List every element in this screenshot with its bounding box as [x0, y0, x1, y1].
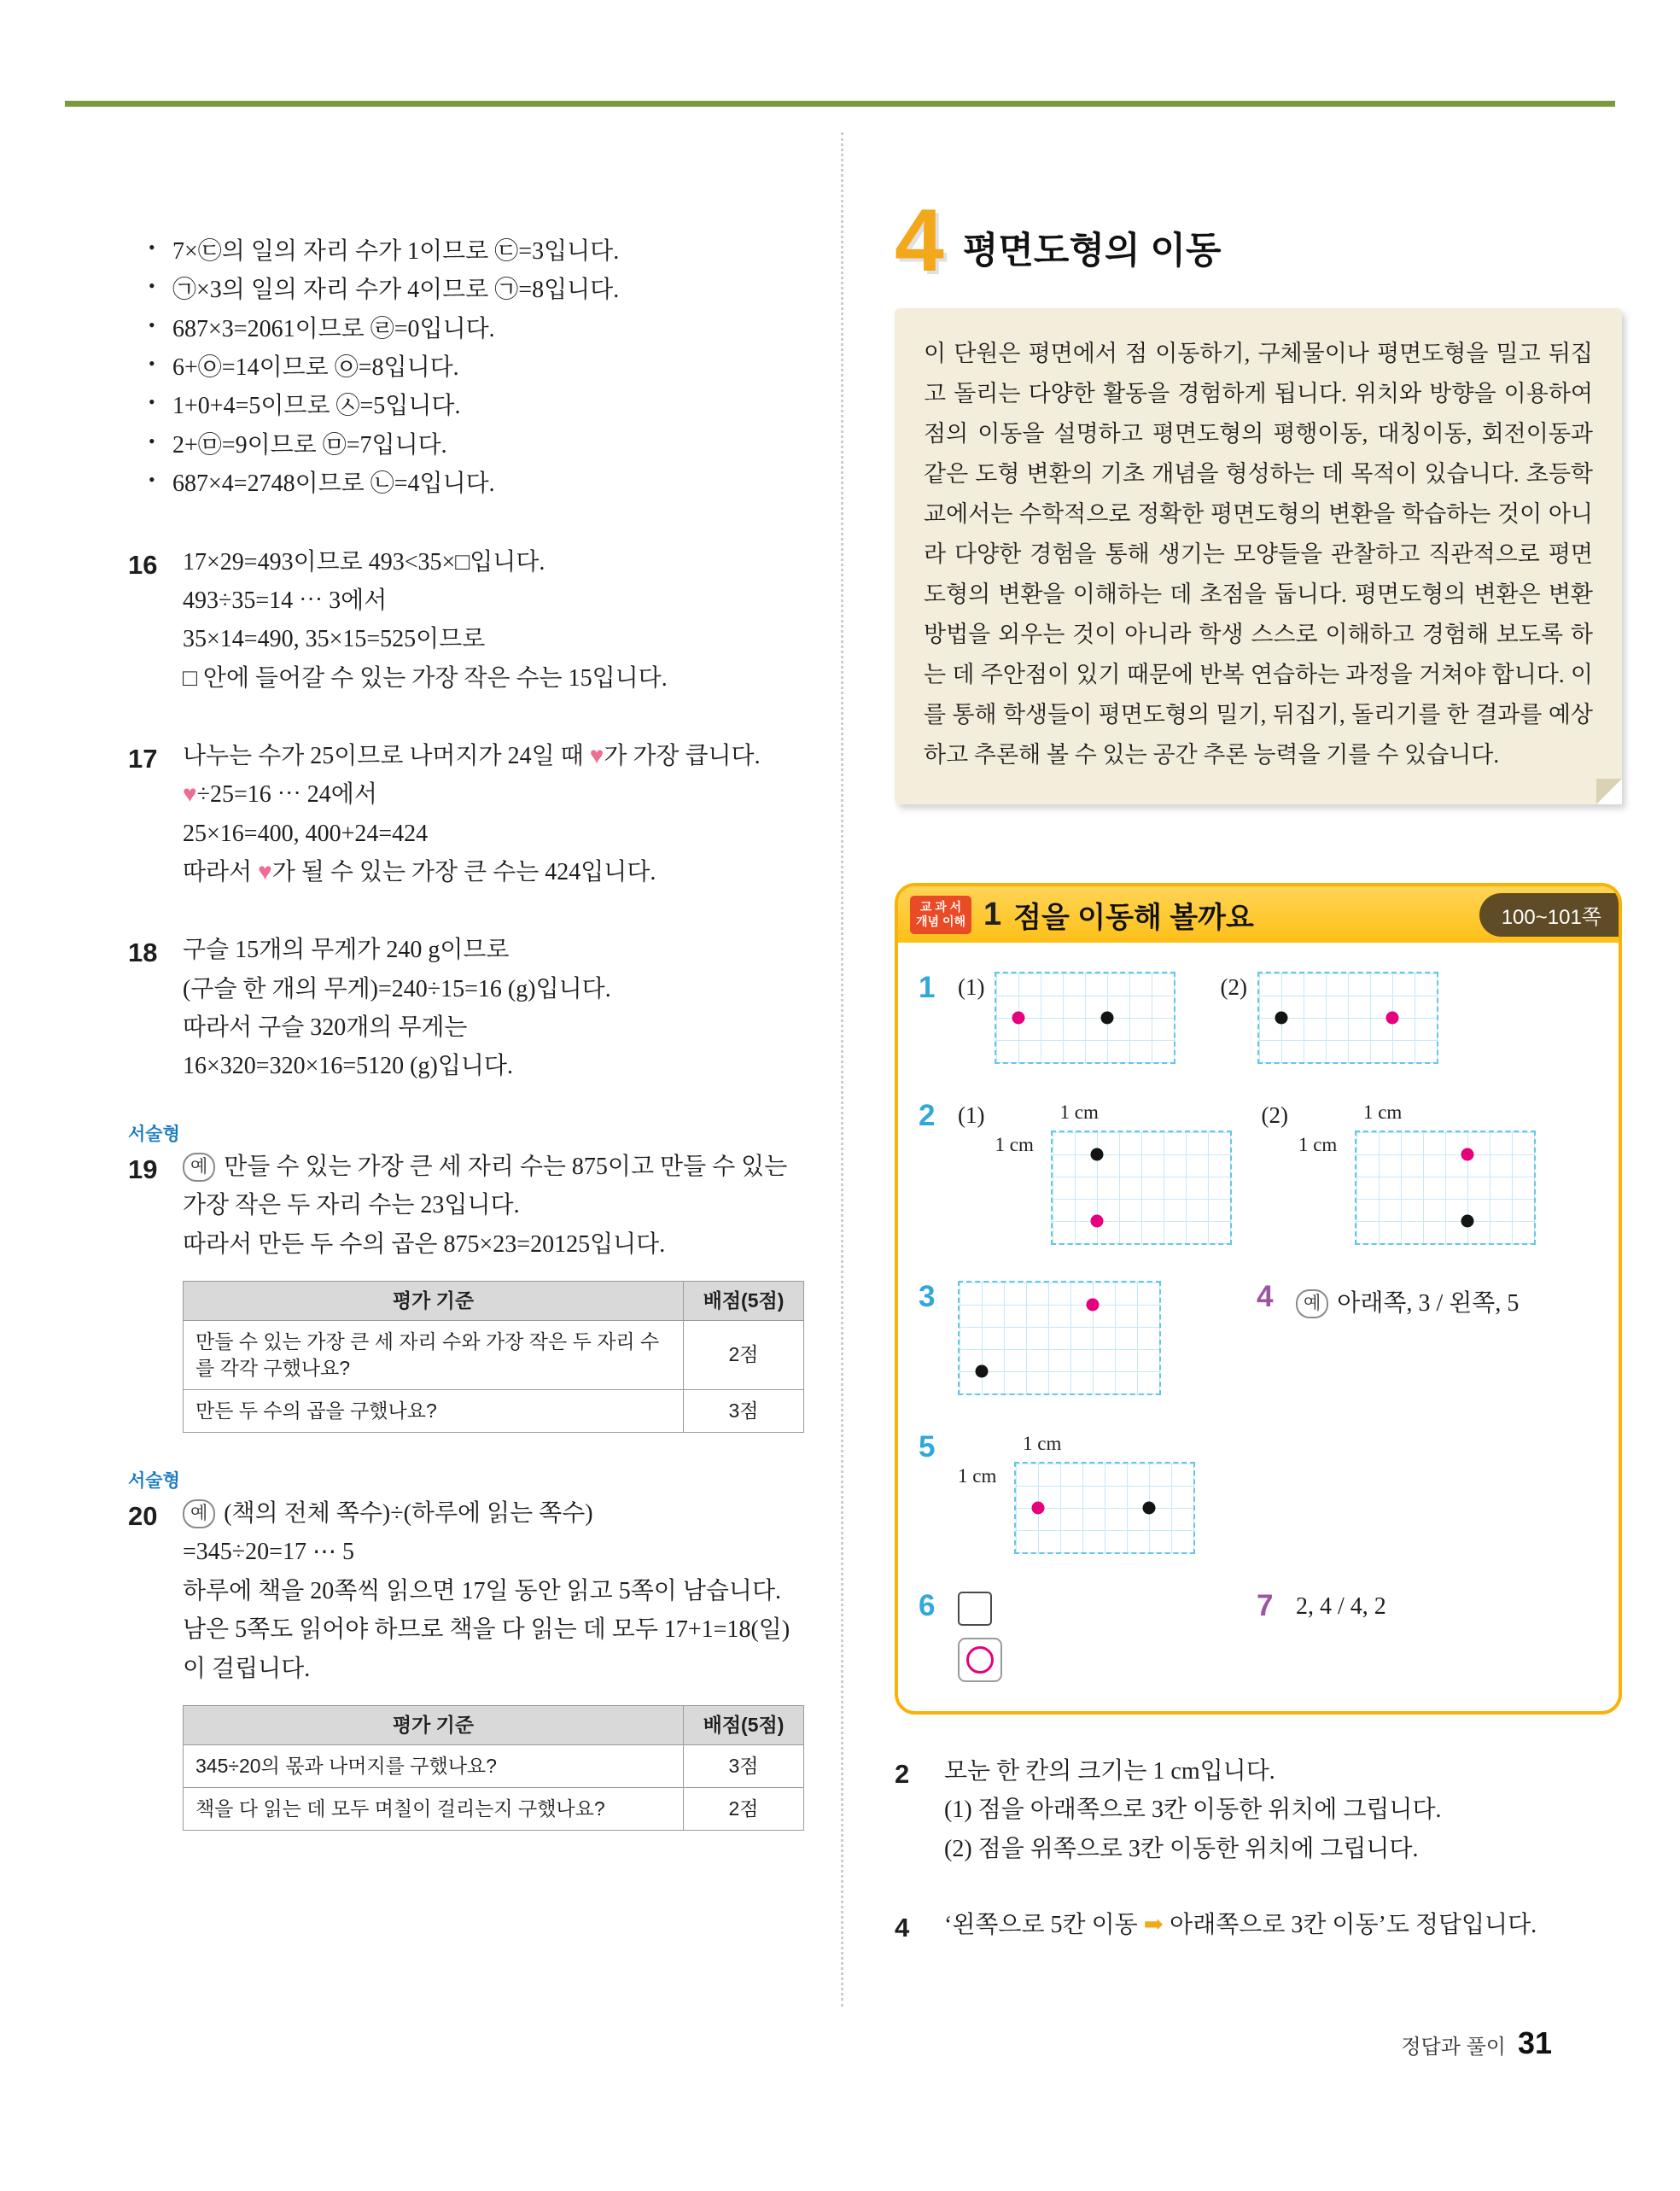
solution-item-17 — [128, 737, 804, 891]
item-number: 20 — [128, 1501, 158, 1532]
solution-line: 25×16=400, 400+24=424 — [183, 820, 429, 847]
item-number: 4 — [895, 1913, 910, 1943]
essay-type-tag: 서술형 — [128, 1124, 180, 1144]
note-line: (1) 점을 아래쪽으로 3칸 이동한 위치에 그립니다. — [944, 1797, 1442, 1824]
right-column — [895, 191, 1622, 1949]
table-row — [184, 1320, 804, 1389]
solution-line: =345÷20=17 ⋯ 5 — [183, 1539, 354, 1566]
rubric-header-criteria: 평가 기준 — [184, 1705, 684, 1744]
concept-title: 점을 이동해 볼까요 — [1013, 901, 1254, 934]
dot-grid-1-1 — [995, 972, 1175, 1064]
dot-grid-2-1 — [1051, 1131, 1232, 1245]
page-number: 31 — [1517, 2025, 1552, 2060]
bullet-line: • 2+㉤=9이므로 ㉤=7입니다. — [147, 426, 804, 464]
explanation-note-2 — [895, 1752, 1622, 1868]
note-line: (2) 점을 위쪽으로 3칸 이동한 위치에 그립니다. — [944, 1835, 1419, 1862]
essay-type-tag: 서술형 — [128, 1471, 180, 1492]
note-line: 모눈 한 칸의 크기는 1 cm입니다. — [944, 1758, 1275, 1785]
answer-row-5 — [919, 1590, 1595, 1682]
question-number: 6 — [919, 1589, 936, 1623]
text-segment: 가 가장 큽니다. — [604, 742, 761, 769]
bullet-line: • 687×4=2748이므로 ㉡=4입니다. — [147, 464, 804, 503]
column-divider — [841, 132, 843, 2007]
rubric-criteria: 책을 다 읽는 데 모두 며칠이 걸리는지 구했나요? — [184, 1787, 684, 1830]
note-line — [944, 1906, 1622, 1944]
text-segment: 따라서 — [183, 859, 259, 886]
rubric-points: 3점 — [684, 1390, 804, 1433]
answer-frame — [958, 1638, 1002, 1682]
text-segment: 가 될 수 있는 가장 큰 수는 424입니다. — [271, 859, 656, 886]
shape-answers — [958, 1590, 1002, 1682]
bullet-line: • ㉠×3의 일의 자리 수가 4이므로 ㉠=8입니다. — [147, 271, 804, 309]
solution-line: 17×29=493이므로 493<35×□입니다. — [183, 548, 545, 576]
grid-dot — [1091, 1148, 1104, 1161]
grid-dot — [1012, 1012, 1025, 1025]
grid-dot — [1275, 1012, 1287, 1025]
grid-dot — [1461, 1148, 1473, 1161]
solution-line: 구슬 15개의 무게가 240 g이므로 — [183, 937, 510, 964]
page-footer — [1401, 2025, 1552, 2061]
grid-dot — [1101, 1012, 1114, 1025]
text-segment: ÷25=16 ⋯ 24에서 — [196, 781, 377, 809]
solution-line — [183, 1148, 804, 1225]
scale-label: 1 cm — [1023, 1433, 1062, 1455]
rubric-header-points: 배점(5점) — [684, 1705, 804, 1744]
answer-text: 2, 4 / 4, 2 — [1296, 1593, 1386, 1621]
table-row — [184, 1787, 804, 1830]
unit-intro-box — [895, 308, 1622, 804]
concept-box-header — [898, 886, 1619, 943]
grid-dot — [1385, 1012, 1398, 1025]
item-body — [183, 1494, 804, 1831]
question-number: 5 — [919, 1430, 936, 1464]
item-body — [183, 1148, 804, 1433]
question-number: 3 — [919, 1280, 936, 1314]
table-row — [184, 1390, 804, 1433]
solution-bullet-list — [147, 232, 804, 504]
item-body — [183, 737, 804, 891]
sub-label: (1) — [958, 1102, 985, 1129]
item-body — [183, 543, 804, 698]
grid-with-scale — [995, 1100, 1232, 1245]
scale-label: 1 cm — [1298, 1134, 1338, 1156]
text-segment: 아래쪽으로 3칸 이동’도 정답입니다. — [1164, 1912, 1537, 1939]
footer-label: 정답과 풀이 — [1401, 2036, 1506, 2059]
text-segment: (책의 전체 쪽수)÷(하루에 읽는 쪽수) — [224, 1500, 593, 1528]
note-body — [944, 1752, 1622, 1868]
grid-dot — [976, 1365, 989, 1378]
example-badge: 예 — [1296, 1289, 1328, 1318]
circle-shape — [966, 1646, 994, 1674]
question-number: 7 — [1257, 1589, 1274, 1623]
scale-label: 1 cm — [1059, 1101, 1099, 1124]
rubric-points: 2점 — [684, 1787, 804, 1830]
unit-header — [895, 191, 1622, 290]
item-body — [183, 931, 804, 1085]
solution-line: 35×14=490, 35×15=525이므로 — [183, 626, 486, 653]
solution-line — [183, 1494, 804, 1533]
answer-row-1 — [919, 972, 1595, 1064]
rubric-header-points: 배점(5점) — [684, 1281, 804, 1320]
example-badge: 예 — [183, 1499, 215, 1528]
dot-grid-5 — [1014, 1462, 1195, 1554]
heart-symbol: ♥ — [589, 742, 604, 769]
grid-with-scale — [958, 1431, 1195, 1554]
heart-symbol: ♥ — [258, 859, 272, 886]
scale-label: 1 cm — [995, 1134, 1034, 1156]
solution-item-19 — [128, 1124, 804, 1433]
answer-row-2 — [919, 1100, 1595, 1245]
solution-line — [183, 737, 804, 775]
text-segment: 아래쪽, 3 / 왼쪽, 5 — [1337, 1290, 1520, 1318]
dot-grid-3 — [958, 1281, 1161, 1395]
item-number: 2 — [895, 1759, 910, 1790]
text-segment: ‘왼쪽으로 5칸 이동 — [944, 1912, 1144, 1939]
example-badge: 예 — [183, 1153, 215, 1182]
concept-number: 1 — [983, 896, 1002, 932]
question-number: 4 — [1257, 1280, 1274, 1314]
answer-q3 — [919, 1281, 1257, 1395]
grid-dot — [1087, 1299, 1100, 1312]
solution-line: 따라서 구슬 320개의 무게는 — [183, 1014, 468, 1042]
answer-row-3 — [919, 1281, 1595, 1395]
grid-dot — [1461, 1215, 1473, 1228]
solution-line: □ 안에 들어갈 수 있는 가장 작은 수는 15입니다. — [183, 664, 668, 692]
rubric-criteria: 만들 수 있는 가장 큰 세 자리 수와 가장 작은 두 자리 수를 각각 구했나요? — [184, 1320, 684, 1389]
rubric-criteria: 만든 두 수의 곱을 구했나요? — [184, 1390, 684, 1433]
unit-title: 평면도형의 이동 — [962, 231, 1222, 272]
sub-label: (1) — [958, 974, 985, 1001]
solution-line — [183, 775, 804, 814]
top-rule — [65, 101, 1615, 107]
scale-label: 1 cm — [1362, 1101, 1403, 1124]
rubric-points: 2점 — [684, 1320, 804, 1389]
rubric-criteria: 345÷20의 몫과 나머지를 구했나요? — [184, 1744, 684, 1787]
textbook-pages-badge: 100~101쪽 — [1479, 893, 1619, 937]
item-number: 19 — [128, 1154, 158, 1184]
solution-item-16 — [128, 543, 804, 698]
sub-label: (2) — [1220, 974, 1247, 1001]
left-column — [128, 232, 804, 1831]
table-row — [184, 1744, 804, 1787]
answer-q4 — [1257, 1281, 1595, 1318]
grid-dot — [1091, 1215, 1104, 1228]
grid-dot — [1032, 1502, 1045, 1515]
explanation-note-4 — [895, 1906, 1622, 1949]
dot-grid-1-2 — [1257, 972, 1438, 1064]
rubric-points: 3점 — [684, 1744, 804, 1787]
textbook-badge — [910, 896, 971, 934]
unit-intro-text: 이 단원은 평면에서 점 이동하기, 구체물이나 평면도형을 밀고 뒤집고 돌리는 다양한 활동을 경험하게 됩니다. 위치와 방향을 이용하여 점의 이동을 설명하고 평면도형의 평행이동, 대칭이동, 회전이동과 같은 도형 변환의 기초 개념을 형성하는 데 목적이 있습니다. 초등학교에서는 수학적으로 정확한 평면도형의 변환을 학습하는 것이 아니라 다양한 경험을 통해 생기는 모양들을 관찰하고 직관적으로 평면도형의 변환을 이해하는 데 초점을 둡니다. 평면도형의 변환은 변환 방법을 외우는 것이 아니라 학생 스스로 이해하고 경험해 보도록 하는 데 주안점이 있기 때문에 반복 연습하는 과정을 거쳐야 합니다. 이를 통해 학생들이 평면도형의 밀기, 뒤집기, 돌리기를 한 결과를 예상하고 추론해 볼 수 있는 공간 추론 능력을 기를 수 있습니다. — [924, 341, 1593, 768]
concept-box-body — [898, 943, 1619, 1711]
heart-symbol: ♥ — [183, 781, 197, 809]
item-number: 17 — [128, 743, 158, 774]
question-number: 2 — [919, 1099, 936, 1133]
badge-line: 교 과 서 — [919, 899, 962, 914]
rubric-header-criteria: 평가 기준 — [184, 1281, 684, 1320]
badge-line: 개념 이해 — [916, 914, 965, 929]
item-number: 16 — [128, 549, 158, 580]
grading-rubric-table — [183, 1281, 804, 1433]
solution-line: 하루에 책을 20쪽씩 읽으면 17일 동안 읽고 5쪽이 남습니다. 남은 5쪽도 읽어야 하므로 책을 다 읽는 데 모두 17+1=18(일)이 걸립니다. — [183, 1577, 790, 1682]
solution-item-18 — [128, 931, 804, 1085]
solution-line: 16×320=320×16=5120 (g)입니다. — [183, 1053, 513, 1080]
solution-line: (구슬 한 개의 무게)=240÷15=16 (g)입니다. — [183, 975, 611, 1002]
grid-dot — [1143, 1502, 1156, 1515]
grid-with-scale — [1298, 1100, 1536, 1245]
scale-label: 1 cm — [958, 1465, 997, 1487]
text-segment: 나누는 수가 25이므로 나머지가 24일 때 — [183, 742, 590, 769]
solution-line — [183, 853, 804, 891]
item-number: 18 — [128, 938, 158, 968]
note-body — [944, 1906, 1622, 1949]
bullet-line: • 7×㉢의 일의 자리 수가 1이므로 ㉢=3입니다. — [147, 232, 804, 271]
solution-item-20 — [128, 1471, 804, 1831]
answer-text — [1296, 1281, 1519, 1318]
square-shape — [958, 1592, 992, 1626]
dot-grid-2-2 — [1355, 1131, 1536, 1245]
text-segment: 만들 수 있는 가장 큰 세 자리 수는 875이고 만들 수 있는 가장 작은 두 자리 수는 23입니다. — [183, 1153, 788, 1219]
sub-label: (2) — [1261, 1102, 1288, 1129]
arrow-icon: ➡ — [1143, 1912, 1164, 1939]
concept-answer-box — [895, 883, 1622, 1715]
question-number: 1 — [919, 971, 936, 1005]
solution-line: 따라서 만든 두 수의 곱은 875×23=20125입니다. — [183, 1230, 666, 1258]
bullet-line: • 1+0+4=5이므로 ㉦=5입니다. — [147, 387, 804, 425]
answer-q7 — [1257, 1590, 1595, 1623]
solution-line: 493÷35=14 ⋯ 3에서 — [183, 587, 388, 614]
bullet-line: • 6+㉧=14이므로 ㉧=8입니다. — [147, 348, 804, 387]
answer-row-4 — [919, 1431, 1595, 1554]
bullet-line: • 687×3=2061이므로 ㉣=0입니다. — [147, 310, 804, 348]
grading-rubric-table — [183, 1705, 804, 1831]
answer-q6 — [919, 1590, 1257, 1682]
unit-number: 4 — [895, 191, 944, 290]
